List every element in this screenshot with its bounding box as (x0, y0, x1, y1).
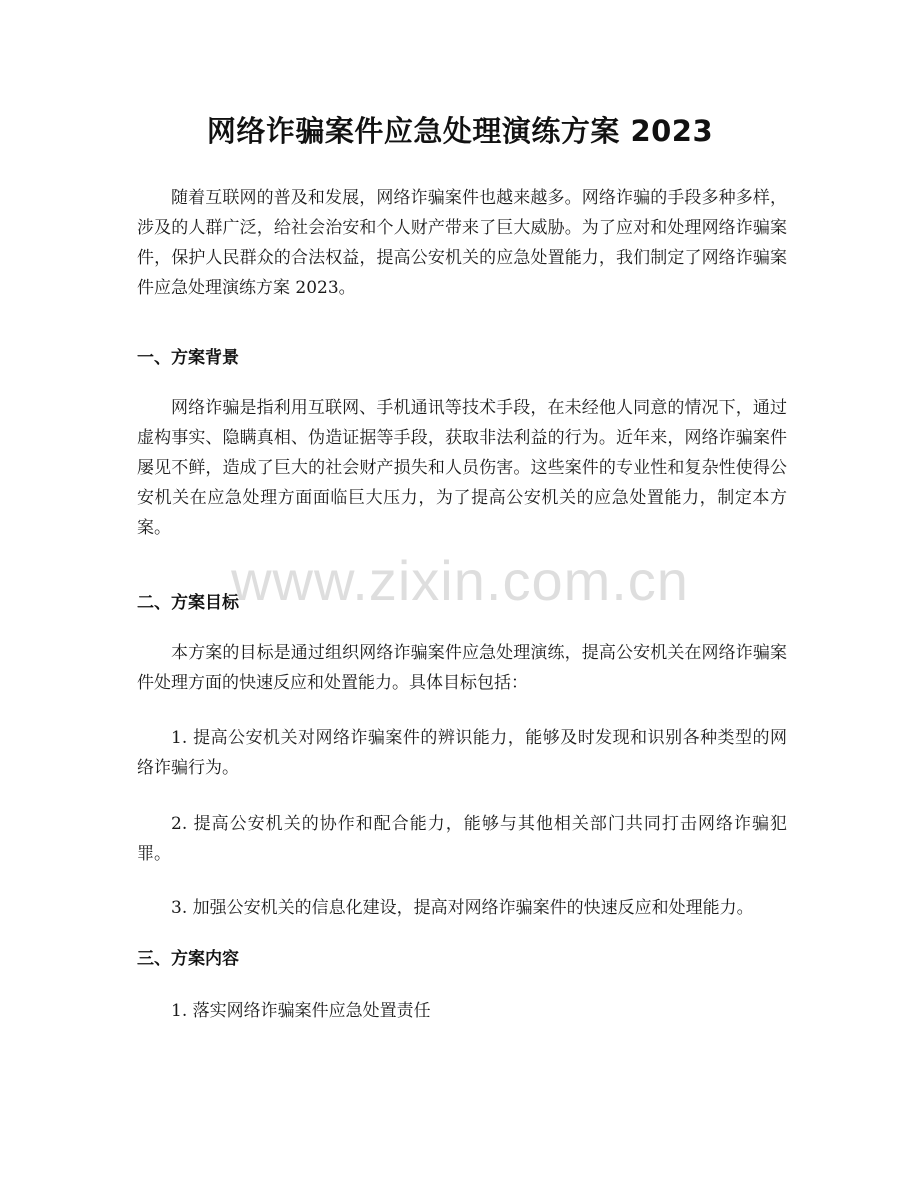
section-heading-goals: 二、方案目标 (137, 593, 239, 613)
goal-item-2: 2. 提高公安机关的协作和配合能力，能够与其他相关部门共同打击网络诈骗犯罪。 (137, 814, 787, 864)
section-heading-content: 三、方案内容 (137, 949, 239, 969)
goal-item-3: 3. 加强公安机关的信息化建设，提高对网络诈骗案件的快速反应和处理能力。 (171, 898, 754, 918)
background-paragraph: 网络诈骗是指利用互联网、手机通讯等技术手段，在未经他人同意的情况下，通过虚构事实、隐瞒真相、伪造证据等手段，获取非法利益的行为。近年来，网络诈骗案件屡见不鲜，造成了巨大的社会财产损失和人员伤害。这些案件的专业性和复杂性使得公安机关在应急处理方面面临巨大压力，为了提高公安机关的应急处置能力，制定本方案。 (137, 398, 787, 538)
section-heading-background: 一、方案背景 (137, 348, 239, 368)
goal-item-1: 1. 提高公安机关对网络诈骗案件的辨识能力，能够及时发现和识别各种类型的网络诈骗行为。 (137, 728, 787, 778)
content-item-1: 1. 落实网络诈骗案件应急处置责任 (171, 1001, 431, 1021)
goals-paragraph: 本方案的目标是通过组织网络诈骗案件应急处理演练，提高公安机关在网络诈骗案件处理方面的快速反应和处置能力。具体目标包括： (137, 643, 787, 693)
document-title: 网络诈骗案件应急处理演练方案 2023 (206, 114, 714, 148)
watermark: www.zixin.com.cn (231, 549, 689, 612)
intro-paragraph: 随着互联网的普及和发展，网络诈骗案件也越来越多。网络诈骗的手段多种多样，涉及的人群广泛，给社会治安和个人财产带来了巨大威胁。为了应对和处理网络诈骗案件，保护人民群众的合法权益，提高公安机关的应急处置能力，我们制定了网络诈骗案件应急处理演练方案 2023。 (137, 188, 787, 298)
